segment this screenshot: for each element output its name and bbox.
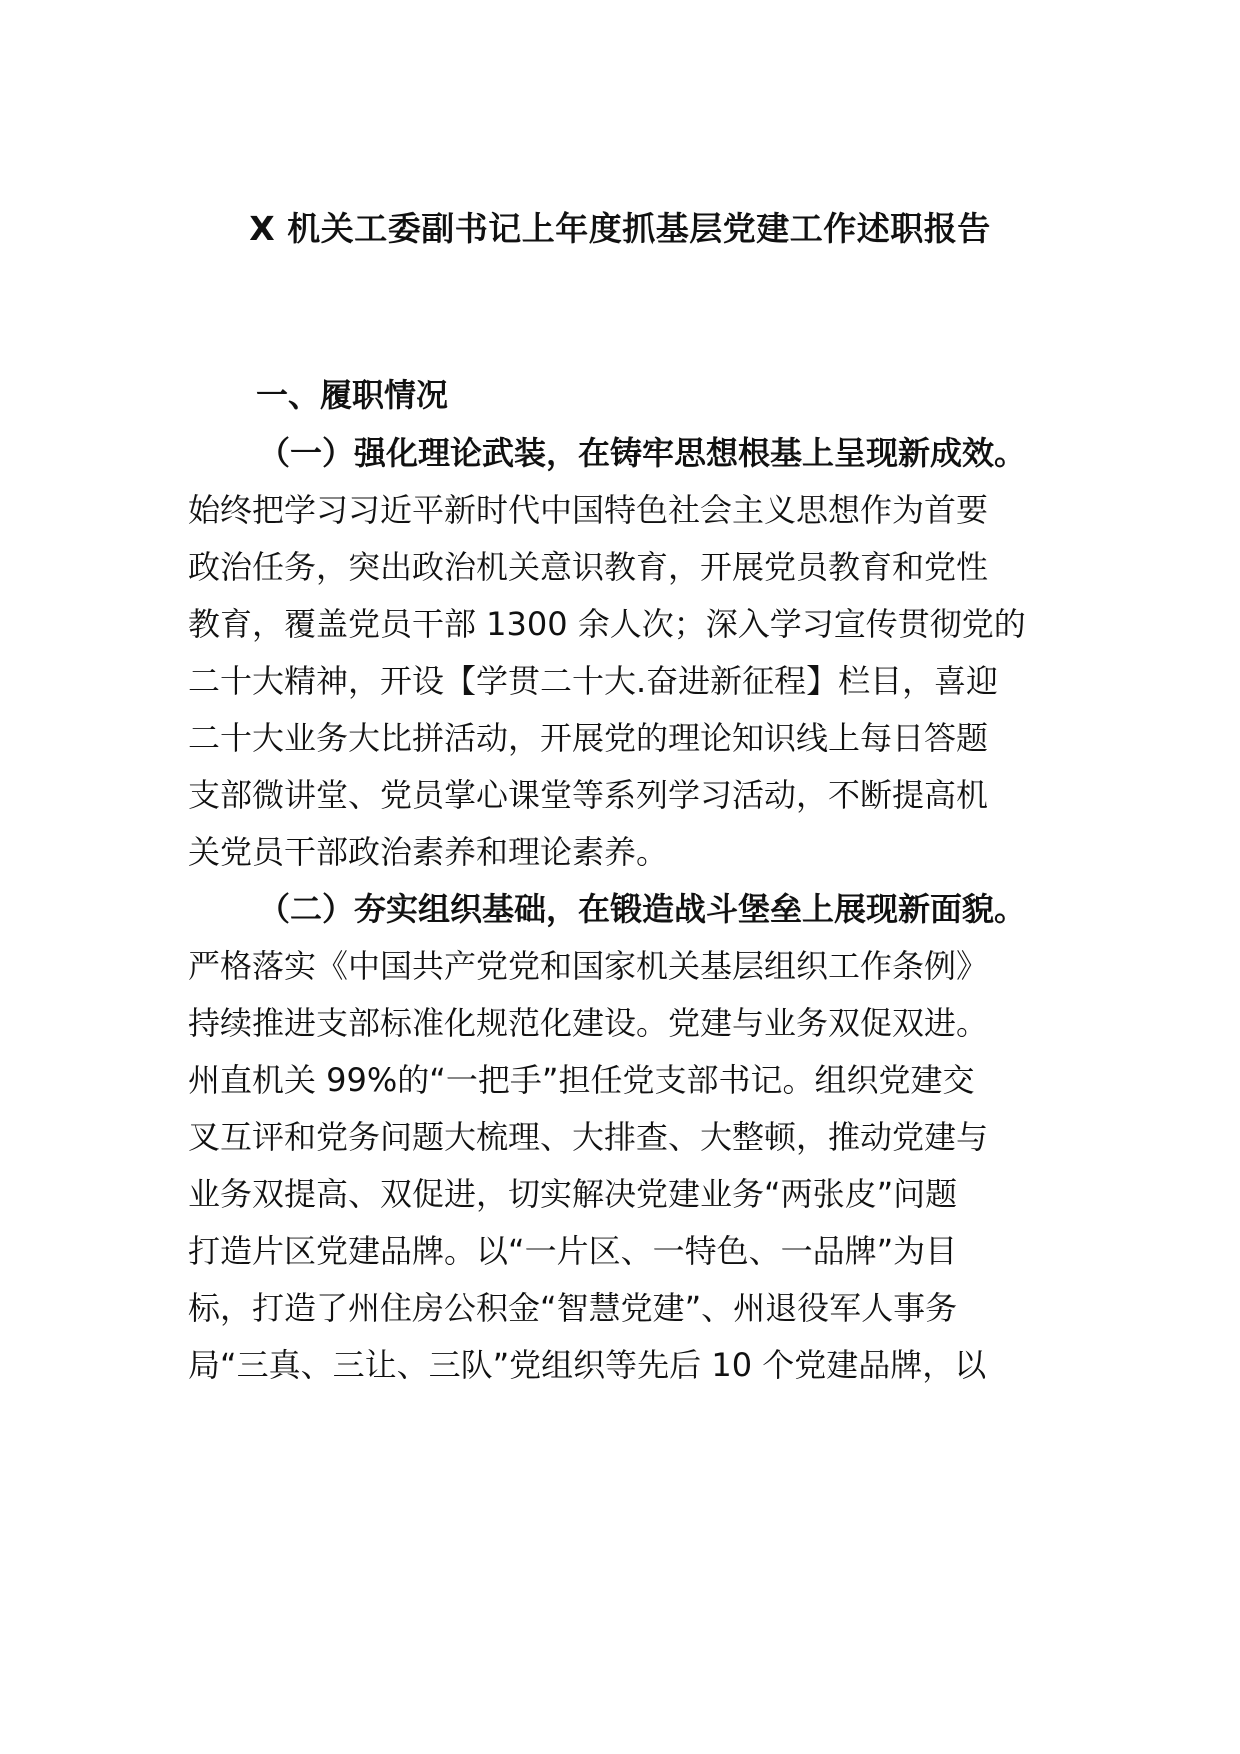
section-heading-1: 一、履职情况 (256, 376, 449, 414)
document-title: X 机关工委副书记上年度抓基层党建工作述职报告 (249, 209, 991, 248)
paragraph-line: 局“三真、三让、三队”党组织等先后 10 个党建品牌，以 (188, 1346, 987, 1384)
paragraph-line: 始终把学习习近平新时代中国特色社会主义思想作为首要 (188, 491, 989, 529)
paragraph-line: 支部微讲堂、党员掌心课堂等系列学习活动，不断提高机 (188, 776, 989, 814)
paragraph-line: 关党员干部政治素养和理论素养。 (188, 833, 669, 871)
paragraph-line: 政治任务，突出政治机关意识教育，开展党员教育和党性 (188, 548, 989, 586)
paragraph-line: 教育，覆盖党员干部 1300 余人次；深入学习宣传贯彻党的 (188, 605, 1026, 643)
paragraph-line: 州直机关 99%的“一把手”担任党支部书记。组织党建交 (188, 1061, 975, 1099)
paragraph-line: 严格落实《中国共产党党和国家机关基层组织工作条例》 (188, 947, 989, 985)
subsection-heading-2: （二）夯实组织基础，在锻造战斗堡垒上展现新面貌。 (258, 890, 1027, 928)
paragraph-line: 业务双提高、双促进，切实解决党建业务“两张皮”问题 (188, 1175, 958, 1213)
paragraph-line: 二十大业务大比拼活动，开展党的理论知识线上每日答题 (188, 719, 989, 757)
paragraph-line: 叉互评和党务问题大梳理、大排查、大整顿，推动党建与 (188, 1118, 989, 1156)
paragraph-line: 持续推进支部标准化规范化建设。党建与业务双促双进。 (188, 1004, 989, 1042)
paragraph-line: 二十大精神，开设【学贯二十大.奋进新征程】栏目，喜迎 (188, 662, 999, 700)
subsection-heading-1: （一）强化理论武装，在铸牢思想根基上呈现新成效。 (258, 434, 1027, 472)
paragraph-line: 打造片区党建品牌。以“一片区、一特色、一品牌”为目 (188, 1232, 958, 1270)
paragraph-line: 标，打造了州住房公积金“智慧党建”、州退役军人事务 (188, 1289, 958, 1327)
